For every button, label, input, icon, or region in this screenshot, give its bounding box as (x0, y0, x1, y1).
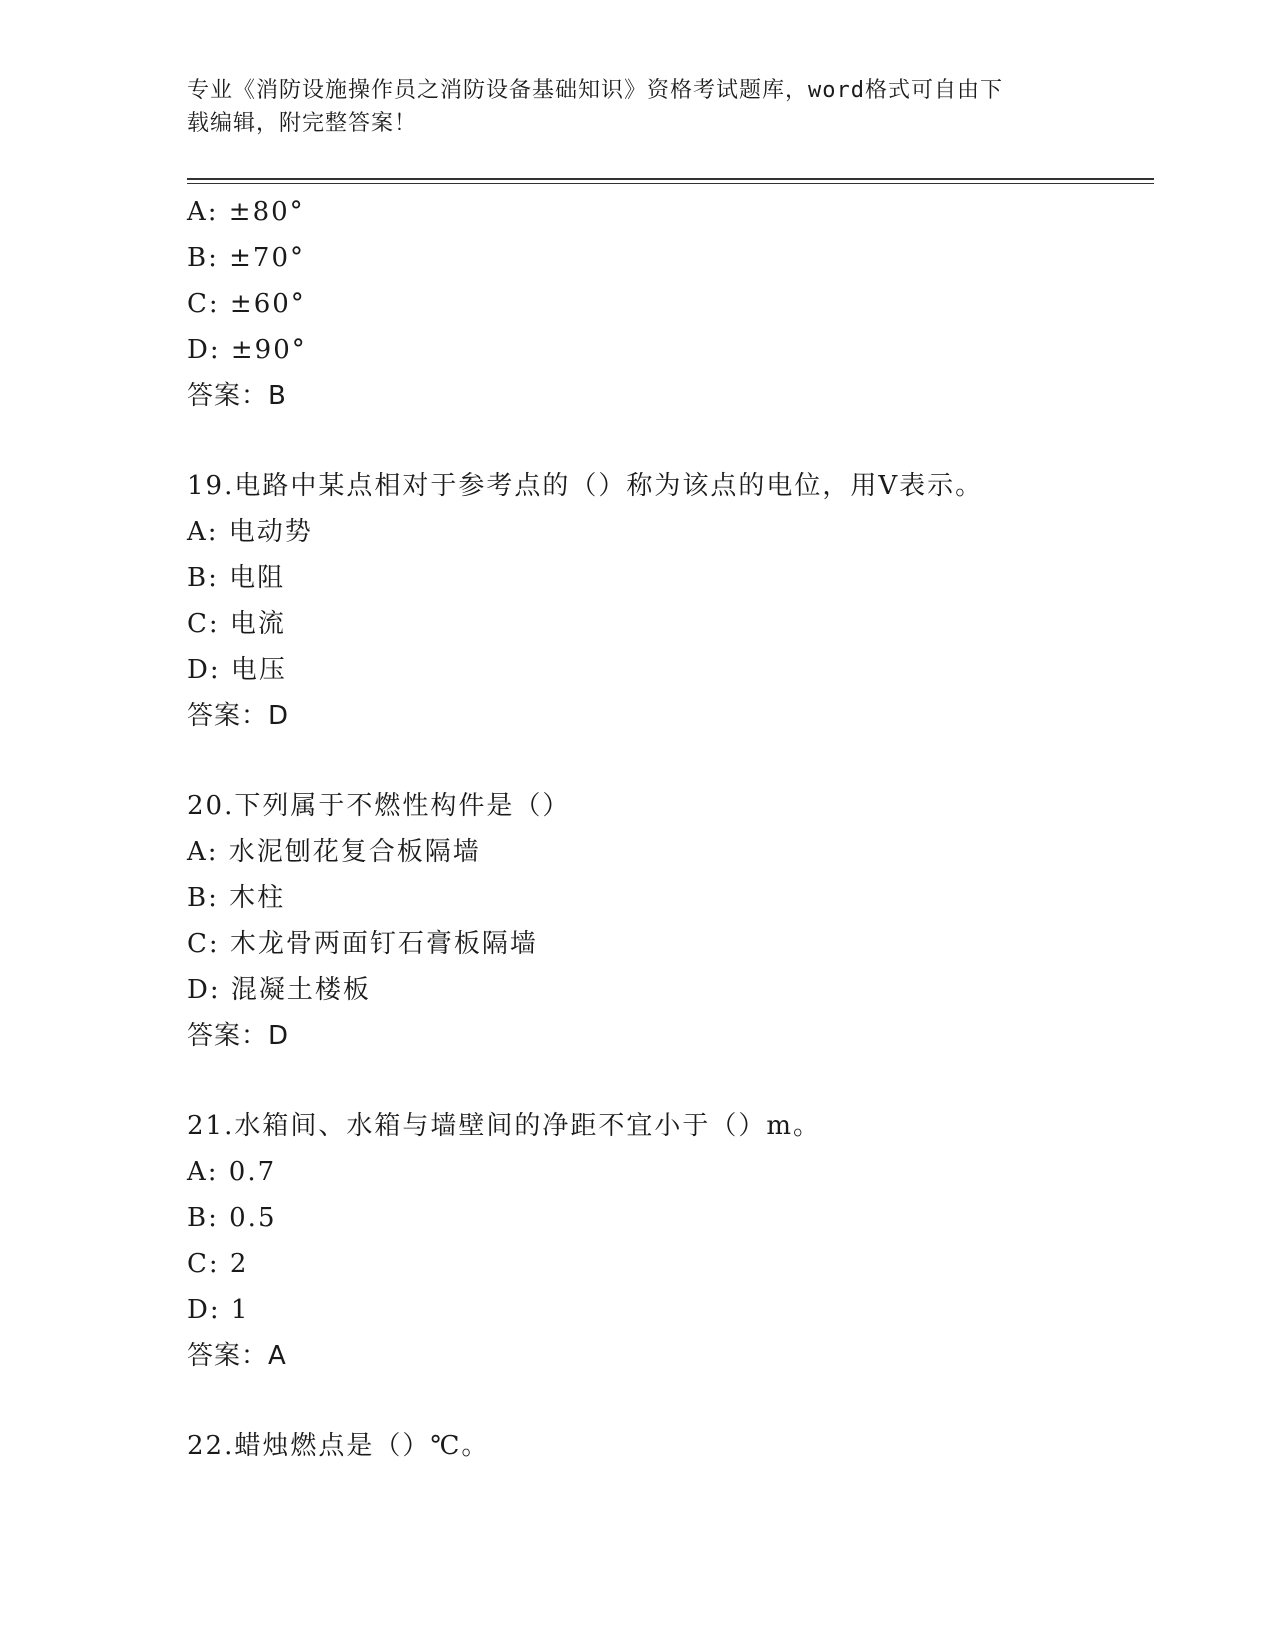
answer-line: 答案：D (187, 1021, 290, 1051)
header-line-1: 专业《消防设施操作员之消防设备基础知识》资格考试题库，word格式可自由下 (187, 78, 1003, 103)
question-stem: 20.下列属于不燃性构件是（） (187, 791, 571, 821)
option-d: D: 1 (187, 1295, 250, 1325)
option-a: A: ±80° (187, 197, 305, 227)
question-block-18 (187, 189, 1154, 419)
question-stem: 19.电路中某点相对于参考点的（）称为该点的电位，用V表示。 (187, 471, 984, 501)
document-header (187, 74, 1067, 140)
question-stem: 21.水箱间、水箱与墙壁间的净距不宜小于（）m。 (187, 1111, 822, 1141)
option-d: D: ±90° (187, 335, 307, 365)
answer-line: 答案：B (187, 381, 287, 411)
option-d: D: 混凝土楼板 (187, 975, 371, 1005)
option-a: A: 电动势 (187, 517, 313, 547)
answer-line: 答案：D (187, 701, 290, 731)
option-a: A: 0.7 (187, 1157, 277, 1187)
option-a: A: 水泥刨花复合板隔墙 (187, 837, 481, 867)
question-stem: 22.蜡烛燃点是（）℃。 (187, 1431, 490, 1461)
question-list (187, 189, 1154, 1469)
option-c: C: ±60° (187, 289, 306, 319)
header-line-2: 载编辑，附完整答案！ (187, 111, 418, 136)
question-block-19 (187, 463, 1154, 739)
spacer (187, 419, 1154, 463)
option-b: B: 0.5 (187, 1203, 277, 1233)
header-divider-thin (187, 183, 1154, 184)
header-divider-thick (187, 178, 1154, 180)
option-c: C: 木龙骨两面钉石膏板隔墙 (187, 929, 538, 959)
option-b: B: ±70° (187, 243, 305, 273)
spacer (187, 739, 1154, 783)
option-b: B: 电阻 (187, 563, 286, 593)
question-block-22 (187, 1423, 1154, 1469)
answer-line: 答案：A (187, 1341, 287, 1371)
spacer (187, 1059, 1154, 1103)
option-b: B: 木柱 (187, 883, 286, 913)
question-block-20 (187, 783, 1154, 1059)
spacer (187, 1379, 1154, 1423)
option-c: C: 电流 (187, 609, 286, 639)
question-block-21 (187, 1103, 1154, 1379)
option-c: C: 2 (187, 1249, 249, 1279)
option-d: D: 电压 (187, 655, 287, 685)
